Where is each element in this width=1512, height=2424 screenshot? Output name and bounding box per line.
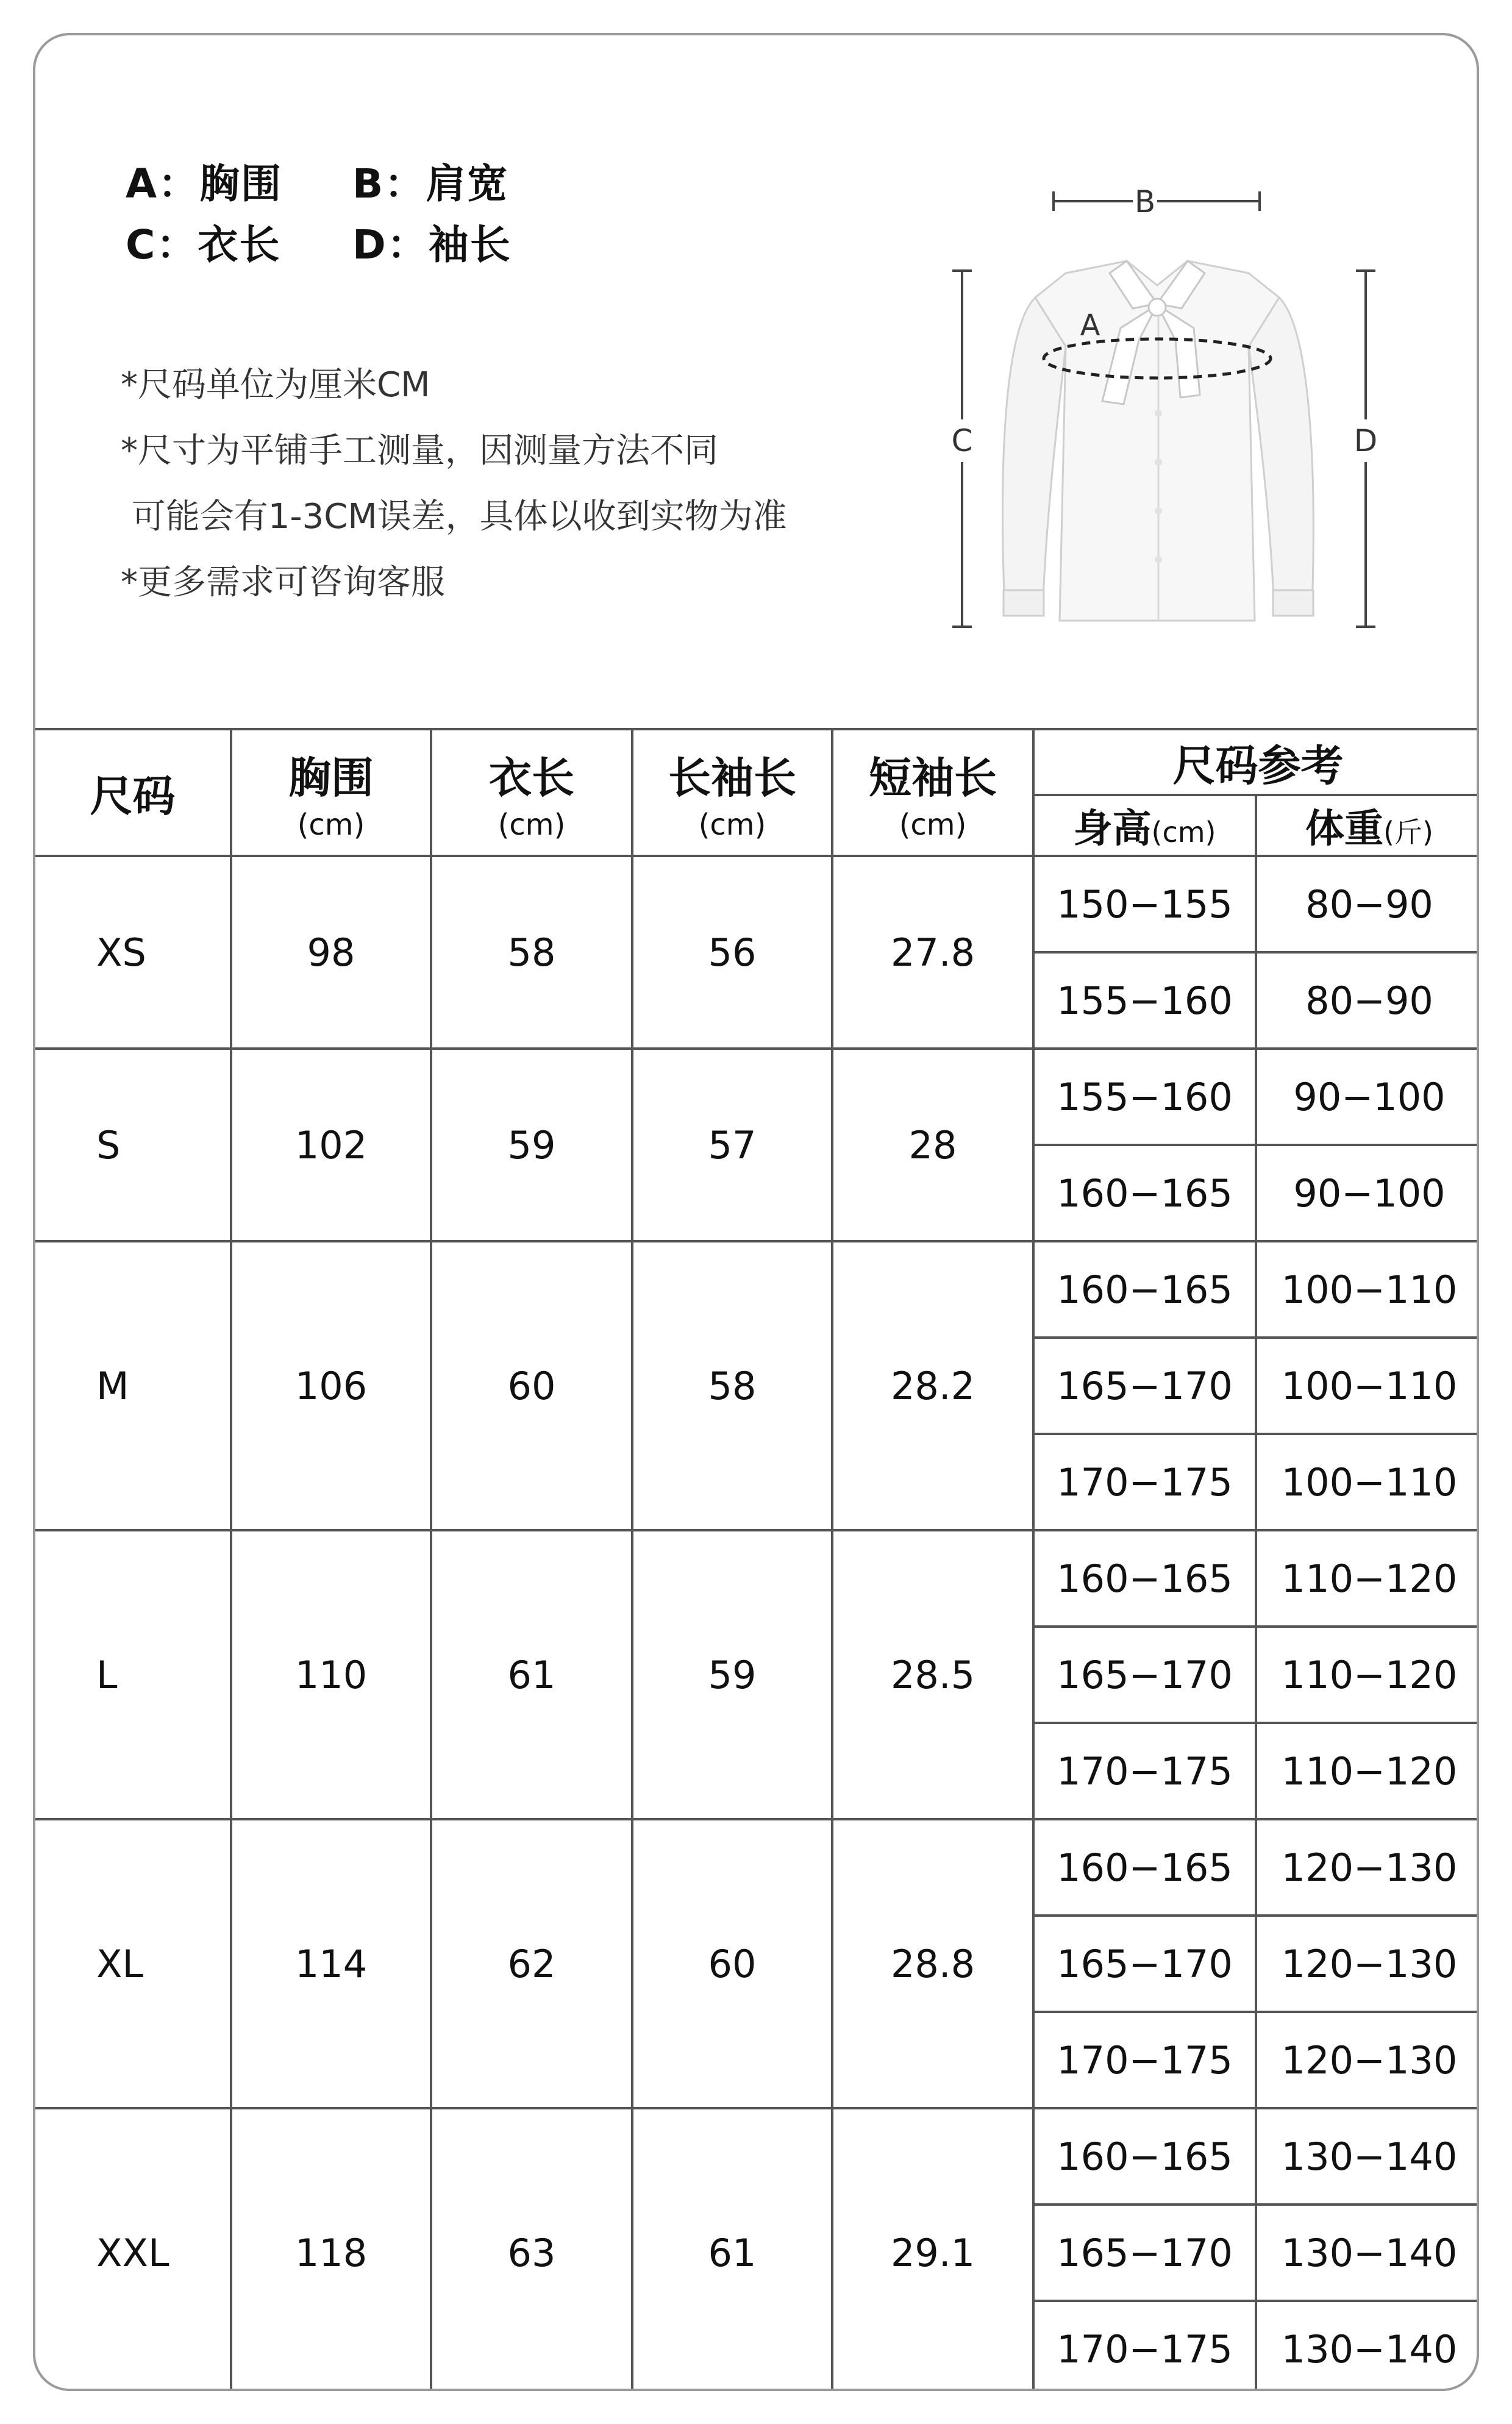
label-d: D	[1353, 423, 1378, 458]
weight-range-cell: 130−140	[1256, 2301, 1479, 2391]
height-range-cell: 165−170	[1033, 1916, 1256, 2012]
weight-range-cell: 110−120	[1256, 1723, 1479, 1819]
header-size: 尺码	[35, 729, 231, 856]
short-sleeve-cell: 27.8	[832, 856, 1033, 1049]
long-sleeve-cell: 56	[632, 856, 832, 1049]
header-height	[1033, 795, 1256, 856]
note-service: *更多需求可咨询客服	[121, 563, 445, 602]
shirt-diagram-svg	[883, 145, 1432, 669]
weight-range-cell: 90−100	[1256, 1049, 1479, 1145]
long-sleeve-cell: 60	[632, 1819, 832, 2108]
weight-range-cell: 100−110	[1256, 1338, 1479, 1434]
weight-range-cell: 110−120	[1256, 1627, 1479, 1723]
header-weight-unit: (斤)	[1383, 816, 1433, 849]
long-sleeve-cell: 59	[632, 1530, 832, 1819]
chest-cell: 102	[231, 1049, 431, 1241]
short-sleeve-cell: 29.1	[832, 2108, 1033, 2391]
table-row	[35, 1049, 1479, 1145]
table-row	[35, 856, 1479, 952]
length-cell: 58	[431, 856, 632, 1049]
label-b: B	[1134, 184, 1156, 219]
label-c: C	[951, 423, 973, 458]
shoulder-measure-line	[1054, 191, 1260, 211]
length-cell: 63	[431, 2108, 632, 2391]
header-weight-label: 体重	[1305, 807, 1384, 852]
table-row	[35, 1241, 1479, 1338]
weight-range-cell: 130−140	[1256, 2108, 1479, 2205]
header-length-unit: (cm)	[497, 807, 566, 842]
weight-range-cell: 100−110	[1256, 1434, 1479, 1530]
size-table	[35, 728, 1479, 2391]
measurement-diagram	[883, 145, 1432, 669]
chest-cell: 106	[231, 1241, 431, 1530]
size-cell: S	[35, 1049, 231, 1241]
header-long-sleeve-label: 长袖长	[668, 752, 796, 803]
height-range-cell: 170−175	[1033, 1723, 1256, 1819]
chest-cell: 98	[231, 856, 431, 1049]
legend-shoulder: B：肩宽	[352, 160, 509, 207]
height-range-cell: 170−175	[1033, 2012, 1256, 2108]
weight-range-cell: 80−90	[1256, 952, 1479, 1049]
weight-range-cell: 130−140	[1256, 2205, 1479, 2301]
long-sleeve-cell: 58	[632, 1241, 832, 1530]
header-short-sleeve-label: 短袖长	[869, 752, 997, 803]
note-error: 可能会有1-3CM误差，具体以收到实物为准	[121, 497, 787, 536]
weight-range-cell: 90−100	[1256, 1145, 1479, 1241]
header-short-sleeve-unit: (cm)	[899, 807, 967, 842]
header-chest-label: 胸围	[288, 752, 374, 803]
length-cell: 61	[431, 1530, 632, 1819]
height-range-cell: 170−175	[1033, 1434, 1256, 1530]
header-weight	[1256, 795, 1479, 856]
length-cell: 59	[431, 1049, 632, 1241]
size-cell: XXL	[35, 2108, 231, 2391]
table-row	[35, 1819, 1479, 1916]
size-table-body	[35, 856, 1479, 2391]
weight-range-cell: 80−90	[1256, 856, 1479, 952]
height-range-cell: 160−165	[1033, 1819, 1256, 1916]
header-length	[431, 729, 632, 856]
height-range-cell: 170−175	[1033, 2301, 1256, 2391]
legend-length: C：衣长	[126, 221, 281, 268]
short-sleeve-cell: 28.8	[832, 1819, 1033, 2108]
height-range-cell: 165−170	[1033, 1338, 1256, 1434]
size-table-wrap	[35, 728, 1479, 2391]
height-range-cell: 150−155	[1033, 856, 1256, 952]
header-reference: 尺码参考	[1033, 729, 1479, 795]
short-sleeve-cell: 28.5	[832, 1530, 1033, 1819]
header-chest-unit: (cm)	[297, 807, 365, 842]
long-sleeve-cell: 61	[632, 2108, 832, 2391]
chest-cell: 114	[231, 1819, 431, 2108]
weight-range-cell: 120−130	[1256, 1819, 1479, 1916]
height-range-cell: 165−170	[1033, 1627, 1256, 1723]
weight-range-cell: 120−130	[1256, 1916, 1479, 2012]
header-chest	[231, 729, 431, 856]
weight-range-cell: 100−110	[1256, 1241, 1479, 1338]
table-row	[35, 1530, 1479, 1627]
label-a: A	[1080, 308, 1100, 343]
size-cell: M	[35, 1241, 231, 1530]
length-cell: 62	[431, 1819, 632, 2108]
height-range-cell: 165−170	[1033, 2205, 1256, 2301]
short-sleeve-cell: 28	[832, 1049, 1033, 1241]
weight-range-cell: 120−130	[1256, 2012, 1479, 2108]
header-long-sleeve-unit: (cm)	[698, 807, 766, 842]
note-measure: *尺寸为平铺手工测量，因测量方法不同	[121, 431, 718, 471]
height-range-cell: 155−160	[1033, 1049, 1256, 1145]
header-short-sleeve	[832, 729, 1033, 856]
shirt-illustration	[1003, 261, 1314, 621]
short-sleeve-cell: 28.2	[832, 1241, 1033, 1530]
height-range-cell: 160−165	[1033, 2108, 1256, 2205]
long-sleeve-cell: 57	[632, 1049, 832, 1241]
table-row	[35, 2108, 1479, 2205]
height-range-cell: 160−165	[1033, 1145, 1256, 1241]
chest-cell: 110	[231, 1530, 431, 1819]
size-cell: XS	[35, 856, 231, 1049]
header-length-label: 衣长	[489, 752, 574, 803]
legend-sleeve: D：袖长	[352, 221, 512, 268]
size-notes	[121, 352, 787, 616]
height-range-cell: 155−160	[1033, 952, 1256, 1049]
weight-range-cell: 110−120	[1256, 1530, 1479, 1627]
chest-cell: 118	[231, 2108, 431, 2391]
height-range-cell: 160−165	[1033, 1530, 1256, 1627]
size-cell: L	[35, 1530, 231, 1819]
length-cell: 60	[431, 1241, 632, 1530]
height-range-cell: 160−165	[1033, 1241, 1256, 1338]
header-long-sleeve	[632, 729, 832, 856]
size-chart-card	[33, 33, 1479, 2391]
legend-chest: A：胸围	[126, 160, 283, 207]
header-height-unit: (cm)	[1151, 816, 1216, 849]
note-unit: *尺码单位为厘米CM	[121, 365, 430, 405]
header-height-label: 身高	[1073, 807, 1152, 852]
size-cell: XL	[35, 1819, 231, 2108]
